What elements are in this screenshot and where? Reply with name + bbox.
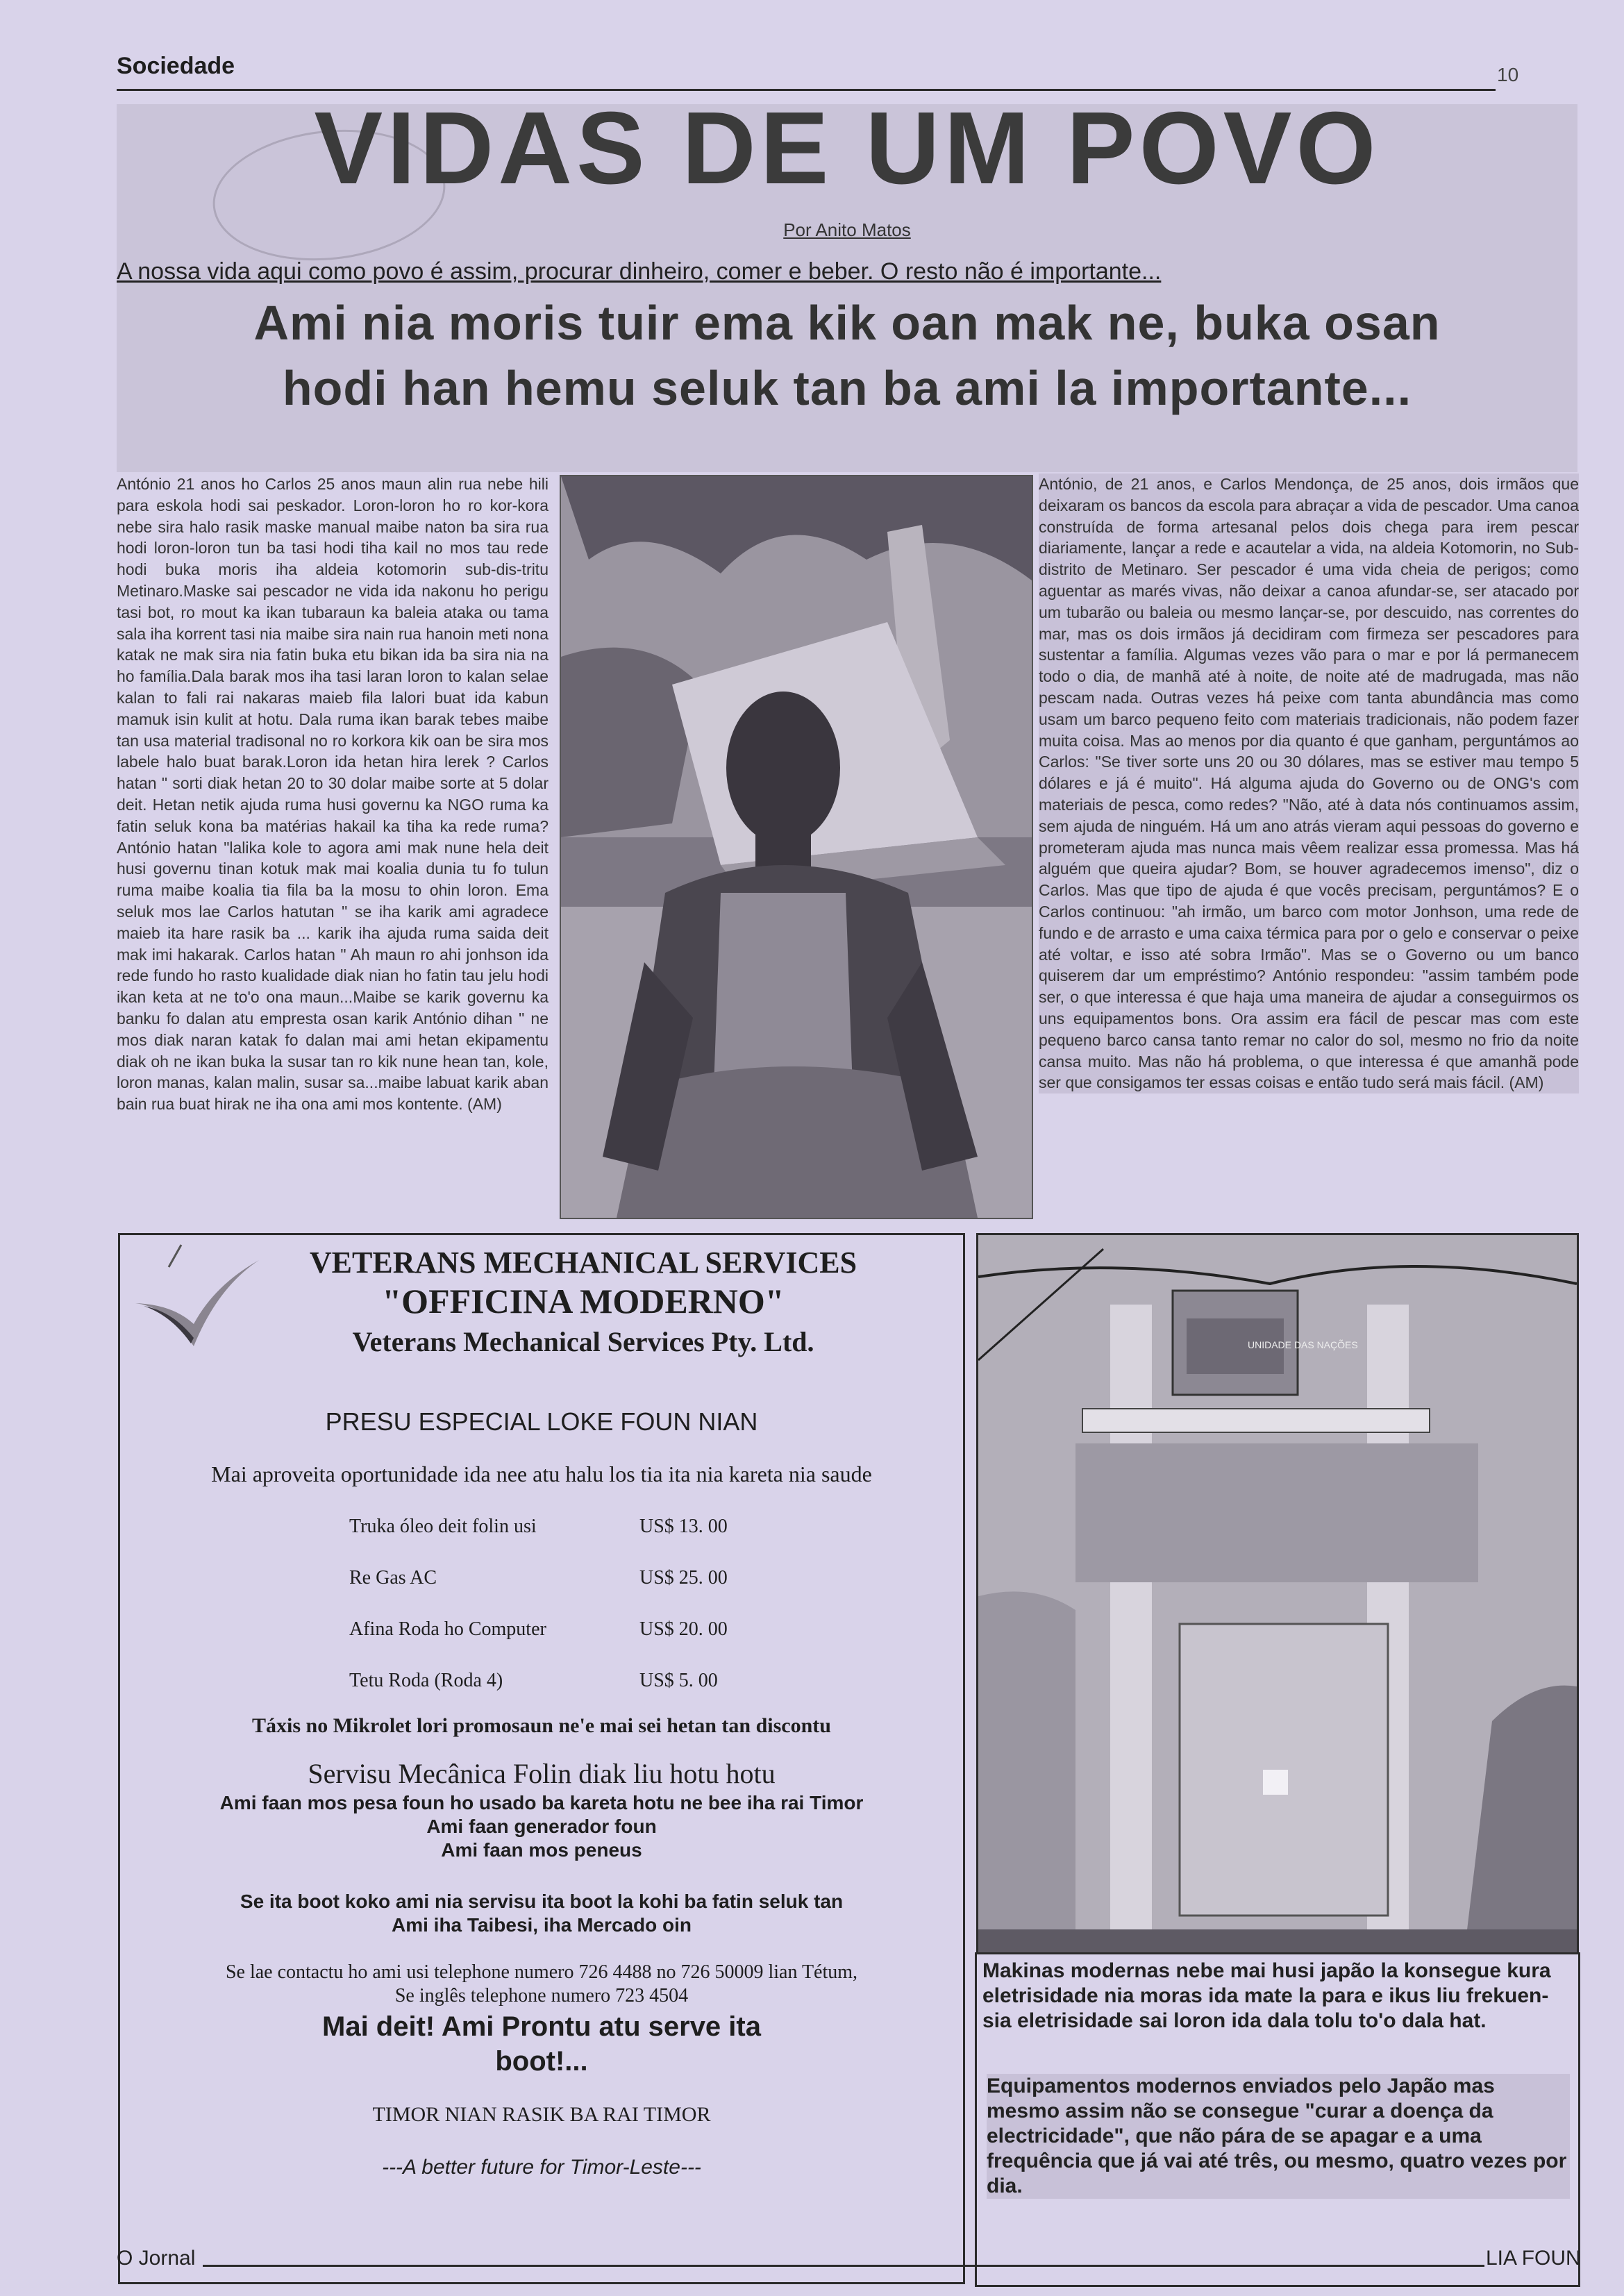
footer-section: LIA FOUN (1486, 2247, 1581, 2270)
transformer-plate-text: UNIDADE DAS NAÇÕES (1248, 1339, 1358, 1350)
transformer-photo (976, 1233, 1579, 1955)
price-service-1: Truka óleo deit folin usi (349, 1516, 537, 1537)
ad-service-heading: Servisu Mecânica Folin diak liu hotu hotu (308, 1758, 776, 1789)
article-body-portuguese: António, de 21 anos, e Carlos Mendonça, de 25 anos, dois irmãos que deixaram os bancos da escola para abraçar a vida de pescador. Uma canoa construída de forma artesanal pelos dois chega para irem pescar diariamente, lançar a rede e acautelar a vida, na aldeia Kotomorin, no Sub-distrito de Metinaro. Ser pescador é uma vida cheia de perigos; como aguentar as marés vivas, não deixar a canoa afundar-se, ser atacado por um tubarão ou baleia ou mesmo lançar-se, por descuido, nas correntes do mar, mas os dois irmãos já decidiram com firmeza ser pescadores para sustentar a família. Algumas vezes vão para o mar e por lá permanecem todo o dia, de manhã até à noite, de noite até de madrugada, mas não pescam nada. Outras vezes há peixe com tanta abundância mas como usam um barco pequeno feito com materiais tradicionais, não podem fazer muita coisa. Mas ao menos por dia quanto é que ganham, perguntámos ao Carlos: "Se tiver sorte uns 20 ou 30 dólares, mas se estiver mau tempo 5 dólares e já é muito". Há alguma ajuda do Governo ou de ONG's com materiais de pesca, como redes? "Não, até à data nós continuamos assim, sem ajuda de ninguém. Há um ano atrás vieram aqui pessoas do governo e prometeram ajuda mas nunca mais vêem realizar essa promessa. Mas há alguém que queira ajudar? Bom, se houver agradecemos imenso", diz o Carlos. Mas que tipo de ajuda é que vocês precisam, perguntámos? E o Carlos continuou: "ah irmão, um barco com motor Jonhson, uma rede de fundo e de arrasto e uma caixa térmica para por o gelo e conservar o peixe até voltar, e isso até sobra Irmão". Mas se o Governo ou um banco quiserem dar um empréstimo? António respondeu: "assim também pode ser, o que interessa é que haja uma maneira de ajudar a conseguirmos os uns equipamentos bons. Ora assim era fácil de pescar mas com este pequeno barco cansa tanto remar no calor do sol, mesmo no frio da noite cansa muito. Mas não há problema, o que interessa é que amanhã pode ser que consigamos ter essas coisas e então tudo será mais fácil. (AM) (1039, 474, 1579, 1093)
ad-taxi-note: Táxis no Mikrolet lori promosaun ne'e mai sei hetan tan discontu (252, 1714, 831, 1737)
ad-promo-title: PRESU ESPECIAL LOKE FOUN NIAN (325, 1407, 758, 1436)
price-service-4: Tetu Roda (Roda 4) (349, 1670, 503, 1691)
section-label: Sociedade (117, 53, 235, 79)
ad-call-to-action-2: boot!... (495, 2046, 588, 2077)
ad-contact-line-2: Se inglês telephone numero 723 4504 (394, 1985, 689, 2006)
ad-slogan: ---A better future for Timor-Leste--- (382, 2156, 701, 2179)
price-value-4: US$ 5. 00 (639, 1670, 718, 1691)
caption-portuguese: Equipamentos modernos enviados pelo Japão mas mesmo assim não se consegue "curar a doença da electricidade", que não pára de se apagar e a uma frequência que já vai até três, ou mesmo, quatro vezes por dia. (987, 2074, 1570, 2199)
mechanical-services-advert (118, 1233, 965, 2284)
ad-intro: Mai aproveita oportunidade ida nee atu halu los tia ita nia kareta nia saude (211, 1461, 872, 1486)
article-body-tetum: António 21 anos ho Carlos 25 anos maun alin rua nebe hili para eskola hodi sai peskador. Loron-loron ho ro kor-kora nebe sira halo rasik maske manual maibe naton ba sira rua hodi loron-loron tun ba tasi hodi tiha kail no mos tau rede hodi buka moris iha aldeia kotomorin sub-dis-tritu Metinaro.Maske sai pescador ne vida ida nakonu ho perigu tasi bot, ro mout ka ikan tubaraun ka baleia ataka ou tama sala iha korrent tasi nia maibe sira nain rua hanoin meti nona katak ne mak sira nia fatin buka etu bikan ida ba sira nia na ho família.Dala barak mos iha tasi laran loron to kalan selae kalan to fali rai nakaras maieb fila lalori buat ida kabun mamuk isin kulit at hotu. Dala ruma ikan barak tebes maibe tan usa material tradisonal no ro korkora kik oan be sira mos labele halo buat barak.Loron ida hetan hira lerek ? Carlos hatan " sorti diak hetan 20 to 30 dolar maibe sorte at 5 dolar deit. Hetan netik ajuda ruma husi governu ka NGO ruma ka fatin seluk kona ba matérias hakail ka tiha ka rede ruma? António hatan "lalika kole to agora ami mak nune hela deit husi governu tinan kotuk mak mai koalia dunia tu fo tulun ruma maibe koalia tia fila ba la mosu to ohin loron. Ema seluk mos lae Carlos hatutan " se iha karik ami agradece maieb ita hare rasik ba ... karik iha ajuda ruma saida deit mak imi hakarak. Carlos hatan " Ah maun ro ahi jonhson ida rede fundo ho rasto kualidade diak nian ho fatin tau jelu hodi ikan keta at ne to'o ona maun...Maibe se karik governu ka banku fo dalan atu empresta osan karik António dihan " ne mos diak naran katak fo dalan mai ami hetan ekipamentu diak oh ne ikan buka la susar tan ro kik nune hean tan, kole, loron manas, kalan malin, susar sa...maibe labuat karik aban bain rua buat hirak ne iha ona ami mos kontente. (AM) (117, 475, 549, 1114)
subtitle-tetum-line-2: hodi han hemu seluk tan ba ami la importante... (282, 361, 1412, 415)
footer-rule (203, 2265, 1484, 2267)
ad-service-line-3: Ami faan mos peneus (441, 1839, 642, 1861)
subtitle-portuguese: A nossa vida aqui como povo é assim, procurar dinheiro, comer e beber. O resto não é importante... (117, 258, 1162, 285)
photo-caption-box (975, 1952, 1580, 2287)
price-value-3: US$ 20. 00 (639, 1618, 728, 1640)
subtitle-tetum (117, 290, 1577, 421)
byline: Por Anito Matos (783, 219, 911, 240)
ad-location-line-2: Ami iha Taibesi, iha Mercado oin (391, 1914, 692, 1936)
fisherman-photo (560, 475, 1033, 1219)
article-title: VIDAS DE UM POVO (314, 91, 1380, 206)
ad-location-line-1: Se ita boot koko ami nia servisu ita boot la kohi ba fatin seluk tan (240, 1891, 844, 1912)
subtitle-tetum-line-1: Ami nia moris tuir ema kik oan mak ne, buka osan (253, 296, 1441, 350)
price-value-1: US$ 13. 00 (639, 1516, 728, 1537)
page-number: 10 (1497, 64, 1519, 85)
caption-tetum: Makinas modernas nebe mai husi japão la konsegue kura eletrisidade nia moras ida mate la para e ikus liu frekuen-sia eletrisidade sai loron ida dala tolu to'o dala hat. (982, 1959, 1551, 2032)
fisherman-photo-image (561, 476, 1032, 1218)
ad-call-to-action-1: Mai deit! Ami Prontu atu serve ita (322, 2011, 761, 2042)
ad-motto: TIMOR NIAN RASIK BA RAI TIMOR (372, 2103, 711, 2126)
price-service-2: Re Gas AC (349, 1567, 437, 1589)
ad-legal-name: Veterans Mechanical Services Pty. Ltd. (352, 1326, 814, 1357)
ad-contact-line-1: Se lae contactu ho ami usi telephone numero 726 4488 no 726 50009 lian Tétum, (225, 1961, 858, 1983)
ad-workshop-name: "OFFICINA MODERNO" (382, 1282, 785, 1321)
ad-service-line-1: Ami faan mos pesa foun ho usado ba kareta hotu ne bee iha rai Timor (219, 1792, 864, 1813)
price-value-2: US$ 25. 00 (639, 1567, 728, 1589)
ad-service-line-2: Ami faan generador foun (426, 1816, 657, 1837)
ad-company-name: VETERANS MECHANICAL SERVICES (309, 1246, 857, 1280)
footer-publication: O Jornal (117, 2247, 196, 2270)
price-service-3: Afina Roda ho Computer (349, 1618, 546, 1640)
